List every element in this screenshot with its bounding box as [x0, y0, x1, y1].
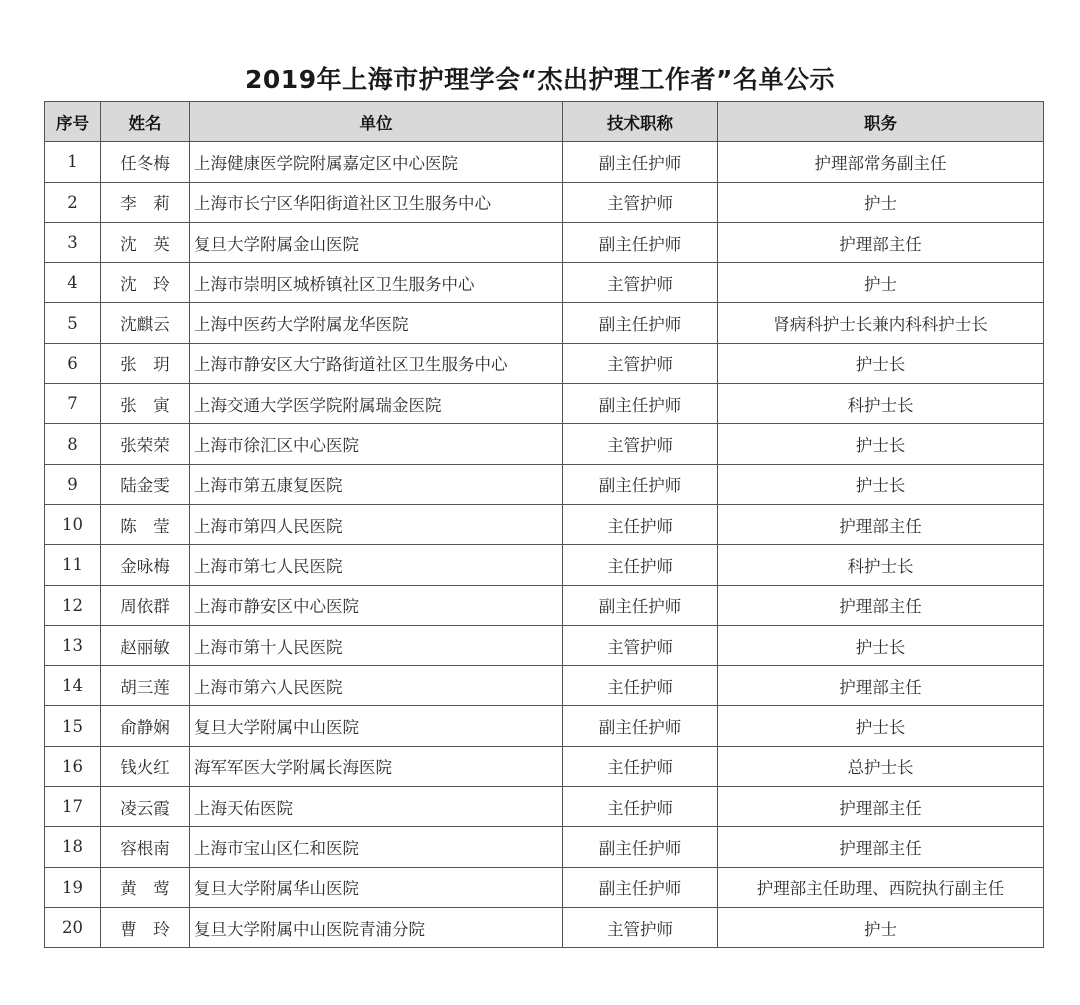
cell-name: 陈 莹: [101, 504, 190, 544]
cell-unit: 上海交通大学医学院附属瑞金医院: [190, 384, 563, 424]
cell-unit: 复旦大学附属金山医院: [190, 222, 563, 262]
cell-position: 护士: [718, 263, 1044, 303]
table-body: [45, 142, 1044, 948]
cell-position: 护理部主任: [718, 827, 1044, 867]
cell-title: 副主任护师: [563, 867, 718, 907]
cell-position: 科护士长: [718, 545, 1044, 585]
cell-unit: 海军军医大学附属长海医院: [190, 746, 563, 786]
cell-name: 钱火红: [101, 746, 190, 786]
header-title: 技术职称: [563, 102, 718, 142]
table-row: [45, 222, 1044, 262]
cell-unit: 上海健康医学院附属嘉定区中心医院: [190, 142, 563, 182]
cell-unit: 上海市第六人民医院: [190, 666, 563, 706]
cell-number: 14: [45, 666, 101, 706]
table-row: [45, 746, 1044, 786]
cell-title: 副主任护师: [563, 303, 718, 343]
cell-title: 主管护师: [563, 424, 718, 464]
cell-unit: 复旦大学附属华山医院: [190, 867, 563, 907]
cell-position: 护理部主任: [718, 787, 1044, 827]
table-row: [45, 263, 1044, 303]
cell-unit: 上海天佑医院: [190, 787, 563, 827]
document-title: 2019年上海市护理学会“杰出护理工作者”名单公示: [245, 65, 835, 94]
cell-name: 容根南: [101, 827, 190, 867]
cell-position: 护士: [718, 907, 1044, 947]
table-row: [45, 787, 1044, 827]
cell-position: 护士长: [718, 706, 1044, 746]
cell-title: 主任护师: [563, 787, 718, 827]
cell-number: 8: [45, 424, 101, 464]
cell-position: 护士长: [718, 424, 1044, 464]
cell-number: 1: [45, 142, 101, 182]
cell-unit: 上海中医药大学附属龙华医院: [190, 303, 563, 343]
cell-position: 护理部常务副主任: [718, 142, 1044, 182]
table-row: [45, 384, 1044, 424]
cell-title: 主管护师: [563, 343, 718, 383]
header-unit: 单位: [190, 102, 563, 142]
cell-unit: 上海市宝山区仁和医院: [190, 827, 563, 867]
cell-unit: 上海市徐汇区中心医院: [190, 424, 563, 464]
table-row: [45, 504, 1044, 544]
cell-position: 护士: [718, 182, 1044, 222]
cell-number: 18: [45, 827, 101, 867]
header-row: [45, 102, 1044, 142]
cell-position: 肾病科护士长兼内科科护士长: [718, 303, 1044, 343]
cell-number: 9: [45, 464, 101, 504]
cell-name: 任冬梅: [101, 142, 190, 182]
header-name: 姓名: [101, 102, 190, 142]
cell-name: 沈 英: [101, 222, 190, 262]
cell-name: 俞静娴: [101, 706, 190, 746]
cell-title: 副主任护师: [563, 706, 718, 746]
cell-number: 2: [45, 182, 101, 222]
cell-unit: 上海市崇明区城桥镇社区卫生服务中心: [190, 263, 563, 303]
cell-position: 护理部主任: [718, 504, 1044, 544]
table-row: [45, 303, 1044, 343]
cell-unit: 复旦大学附属中山医院: [190, 706, 563, 746]
table-row: [45, 545, 1044, 585]
cell-position: 护理部主任助理、西院执行副主任: [718, 867, 1044, 907]
cell-title: 主任护师: [563, 504, 718, 544]
table-row: [45, 666, 1044, 706]
cell-title: 主管护师: [563, 907, 718, 947]
cell-unit: 上海市第四人民医院: [190, 504, 563, 544]
cell-name: 金咏梅: [101, 545, 190, 585]
cell-position: 总护士长: [718, 746, 1044, 786]
cell-name: 张荣荣: [101, 424, 190, 464]
header-number: 序号: [45, 102, 101, 142]
table-row: [45, 585, 1044, 625]
cell-name: 黄 莺: [101, 867, 190, 907]
cell-number: 4: [45, 263, 101, 303]
table-row: [45, 907, 1044, 947]
cell-unit: 上海市第五康复医院: [190, 464, 563, 504]
cell-position: 护士长: [718, 343, 1044, 383]
cell-title: 主任护师: [563, 545, 718, 585]
cell-title: 副主任护师: [563, 384, 718, 424]
table-header: [45, 102, 1044, 142]
table-row: [45, 827, 1044, 867]
cell-number: 19: [45, 867, 101, 907]
cell-number: 10: [45, 504, 101, 544]
table-row: [45, 706, 1044, 746]
cell-title: 主任护师: [563, 746, 718, 786]
cell-unit: 复旦大学附属中山医院青浦分院: [190, 907, 563, 947]
cell-number: 3: [45, 222, 101, 262]
cell-name: 曹 玲: [101, 907, 190, 947]
cell-position: 护士长: [718, 464, 1044, 504]
cell-unit: 上海市第七人民医院: [190, 545, 563, 585]
cell-position: 护理部主任: [718, 222, 1044, 262]
cell-unit: 上海市第十人民医院: [190, 625, 563, 665]
cell-unit: 上海市静安区中心医院: [190, 585, 563, 625]
table-row: [45, 142, 1044, 182]
cell-number: 17: [45, 787, 101, 827]
cell-title: 副主任护师: [563, 142, 718, 182]
cell-position: 护理部主任: [718, 666, 1044, 706]
cell-position: 科护士长: [718, 384, 1044, 424]
cell-number: 16: [45, 746, 101, 786]
table-row: [45, 182, 1044, 222]
cell-title: 副主任护师: [563, 585, 718, 625]
cell-title: 副主任护师: [563, 827, 718, 867]
cell-position: 护士长: [718, 625, 1044, 665]
cell-title: 主管护师: [563, 263, 718, 303]
cell-name: 张 寅: [101, 384, 190, 424]
cell-name: 凌云霞: [101, 787, 190, 827]
table-row: [45, 464, 1044, 504]
cell-number: 11: [45, 545, 101, 585]
table-row: [45, 867, 1044, 907]
table-row: [45, 343, 1044, 383]
cell-number: 20: [45, 907, 101, 947]
cell-name: 周依群: [101, 585, 190, 625]
roster-table: [44, 101, 1044, 948]
cell-number: 12: [45, 585, 101, 625]
cell-title: 主管护师: [563, 182, 718, 222]
cell-name: 张 玥: [101, 343, 190, 383]
cell-unit: 上海市静安区大宁路街道社区卫生服务中心: [190, 343, 563, 383]
header-position: 职务: [718, 102, 1044, 142]
cell-name: 胡三莲: [101, 666, 190, 706]
cell-unit: 上海市长宁区华阳街道社区卫生服务中心: [190, 182, 563, 222]
cell-title: 主任护师: [563, 666, 718, 706]
cell-position: 护理部主任: [718, 585, 1044, 625]
cell-title: 副主任护师: [563, 222, 718, 262]
cell-number: 5: [45, 303, 101, 343]
cell-name: 沈 玲: [101, 263, 190, 303]
cell-number: 13: [45, 625, 101, 665]
cell-title: 主管护师: [563, 625, 718, 665]
cell-name: 李 莉: [101, 182, 190, 222]
cell-title: 副主任护师: [563, 464, 718, 504]
cell-name: 赵丽敏: [101, 625, 190, 665]
cell-number: 15: [45, 706, 101, 746]
cell-name: 沈麒云: [101, 303, 190, 343]
cell-number: 6: [45, 343, 101, 383]
cell-name: 陆金雯: [101, 464, 190, 504]
table-row: [45, 424, 1044, 464]
cell-number: 7: [45, 384, 101, 424]
table-row: [45, 625, 1044, 665]
